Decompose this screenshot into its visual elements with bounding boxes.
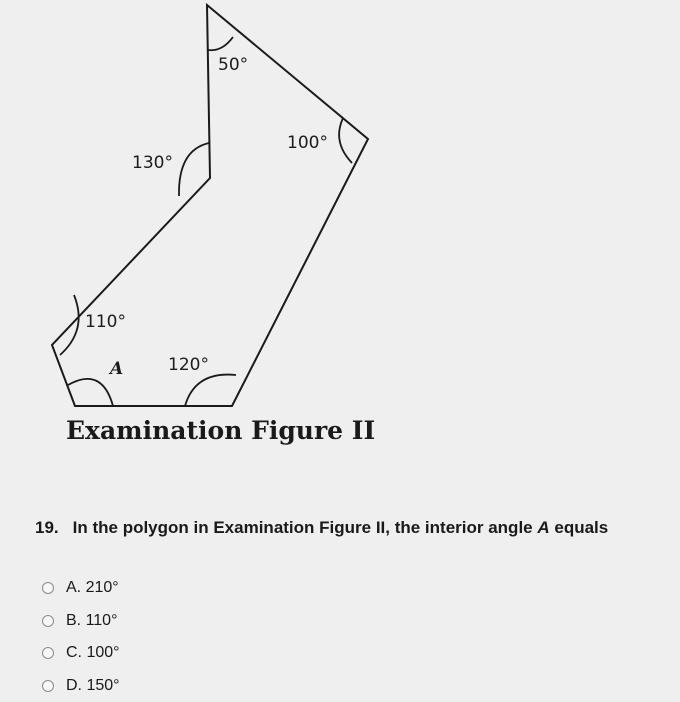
choice-d[interactable] — [42, 670, 342, 702]
angle-arc-notch — [179, 143, 209, 196]
choice-b[interactable] — [42, 605, 342, 638]
choice-label: A. 210° — [66, 579, 119, 597]
radio-button[interactable] — [42, 582, 54, 594]
polygon-outline — [52, 5, 368, 406]
question-number: 19. — [35, 518, 59, 537]
choice-a[interactable] — [42, 572, 342, 605]
question-stem-end: equals — [554, 518, 608, 537]
question-text — [35, 518, 608, 538]
question-stem: In the polygon in Examination Figure II, the interior angle — [73, 518, 533, 537]
question-variable: A — [537, 518, 549, 537]
angle-arc-bottom-right — [185, 375, 236, 406]
angle-label-left: 110° — [85, 312, 126, 332]
choice-label: C. 100° — [66, 644, 120, 662]
angle-label-notch: 130° — [132, 153, 173, 173]
radio-button[interactable] — [42, 680, 54, 692]
angle-arc-top — [208, 37, 233, 50]
choice-label: D. 150° — [66, 677, 120, 695]
choice-c[interactable] — [42, 637, 342, 670]
angle-label-top: 50° — [218, 55, 248, 75]
angle-label-bottom-right: 120° — [168, 355, 209, 375]
radio-button[interactable] — [42, 647, 54, 659]
vertex-label-a: A — [108, 359, 123, 379]
angle-arc-left — [60, 295, 79, 355]
radio-button[interactable] — [42, 615, 54, 627]
figure-caption: Examination Figure II — [66, 416, 375, 445]
choice-label: B. 110° — [66, 612, 117, 630]
angle-arc-a — [68, 379, 113, 406]
angle-label-right: 100° — [287, 133, 328, 153]
answer-choices — [42, 572, 342, 702]
